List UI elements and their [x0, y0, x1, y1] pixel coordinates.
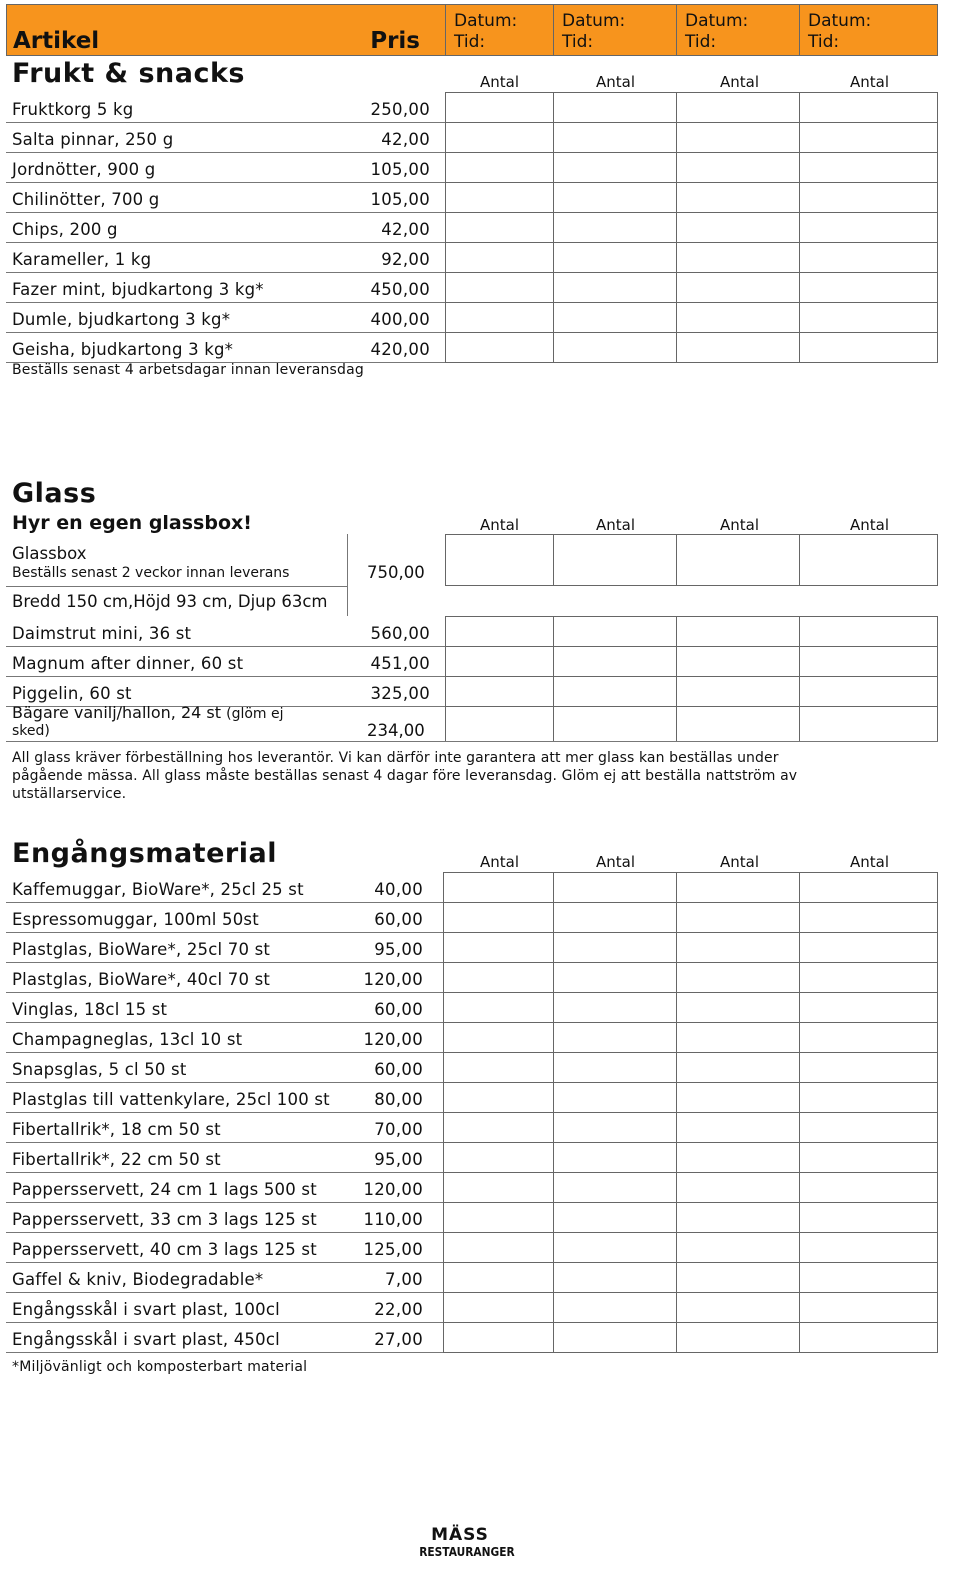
item-price: 40,00 — [374, 880, 423, 899]
qty-cell-4[interactable] — [799, 332, 938, 363]
glassbox-qty-cell-1[interactable] — [445, 534, 555, 586]
qty-cell-3[interactable] — [676, 1142, 801, 1173]
qty-cell-3[interactable] — [676, 1202, 801, 1233]
qty-cell-1[interactable] — [445, 122, 555, 153]
item-name: Magnum after dinner, 60 st — [12, 654, 244, 673]
qty-cell-4[interactable] — [799, 616, 938, 647]
frukt-item-row — [6, 182, 446, 212]
logo-line1: MÄSS — [431, 1525, 489, 1545]
qty-cell-1[interactable] — [445, 646, 555, 677]
item-price: 125,00 — [363, 1240, 423, 1259]
item-price: 250,00 — [370, 100, 430, 119]
item-name: Engångsskål i svart plast, 100cl — [12, 1300, 280, 1319]
qty-cell-2[interactable] — [553, 1082, 678, 1113]
qty-cell-3[interactable] — [676, 932, 801, 963]
qty-cell-4[interactable] — [799, 212, 938, 243]
qty-cell-2[interactable] — [553, 1022, 678, 1053]
datum-label: Datum: — [808, 11, 872, 31]
qty-cell-4[interactable] — [799, 92, 938, 123]
qty-cell-2[interactable] — [553, 1172, 678, 1203]
datum-label: Datum: — [562, 11, 626, 31]
item-price: 70,00 — [374, 1120, 423, 1139]
item-name: Salta pinnar, 250 g — [12, 130, 174, 149]
qty-cell-2[interactable] — [553, 1202, 678, 1233]
bagare-line2: sked) — [12, 723, 50, 739]
glassbox-qty-cell-4[interactable] — [799, 534, 938, 586]
item-name: Plastglas, BioWare*, 25cl 70 st — [12, 940, 271, 959]
item-price: 325,00 — [370, 684, 430, 703]
engang-item-row — [6, 1172, 443, 1202]
header-pris: Pris — [370, 28, 420, 54]
item-name: Pappersservett, 24 cm 1 lags 500 st — [12, 1180, 317, 1199]
qty-cell-3[interactable] — [676, 122, 801, 153]
engang-item-row — [6, 872, 443, 902]
qty-cell-1[interactable] — [443, 1022, 555, 1053]
qty-cell-2[interactable] — [553, 332, 678, 363]
antal-label: Antal — [480, 73, 520, 91]
qty-cell-1[interactable] — [445, 92, 555, 123]
qty-cell-4[interactable] — [799, 992, 938, 1023]
qty-cell-4[interactable] — [799, 1172, 938, 1203]
glass-item-row — [6, 646, 446, 676]
tid-label: Tid: — [808, 32, 840, 52]
qty-cell-1[interactable] — [445, 182, 555, 213]
item-name: Piggelin, 60 st — [12, 684, 132, 703]
qty-cell-2[interactable] — [553, 1292, 678, 1323]
item-price: 92,00 — [381, 250, 430, 269]
qty-cell-4[interactable] — [799, 272, 938, 303]
qty-cell-1[interactable] — [443, 1202, 555, 1233]
item-price: 95,00 — [374, 940, 423, 959]
qty-cell-3[interactable] — [676, 1232, 801, 1263]
item-name: Kaffemuggar, BioWare*, 25cl 25 st — [12, 880, 304, 899]
qty-cell-4[interactable] — [799, 872, 938, 903]
qty-cell-2[interactable] — [553, 302, 678, 333]
qty-cell-3[interactable] — [676, 1052, 801, 1083]
qty-cell-2[interactable] — [553, 1052, 678, 1083]
qty-cell-2[interactable] — [553, 676, 678, 707]
frukt-item-row — [6, 242, 446, 272]
item-price: 42,00 — [381, 130, 430, 149]
header-artikel: Artikel — [13, 28, 100, 54]
qty-cell-1[interactable] — [443, 1232, 555, 1263]
qty-cell-1[interactable] — [445, 676, 555, 707]
glass-info: All glass kräver förbeställning hos leverantör. Vi kan därför inte garantera att mer glass kan beställas under pågående mässa. All glass måste beställas senast 4 dagar före leveransdag. Glöm ej att beställa nattström av utställarservice. — [12, 750, 798, 802]
glass-item-row — [6, 676, 446, 706]
qty-cell-1[interactable] — [445, 616, 555, 647]
qty-cell-2[interactable] — [553, 1142, 678, 1173]
item-price: 560,00 — [370, 624, 430, 643]
item-price: 450,00 — [370, 280, 430, 299]
item-name: Chilinötter, 700 g — [12, 190, 160, 209]
item-price: 451,00 — [370, 654, 430, 673]
qty-cell-4[interactable] — [799, 122, 938, 153]
qty-cell-2[interactable] — [553, 122, 678, 153]
qty-cell-2[interactable] — [553, 182, 678, 213]
antal-label: Antal — [720, 73, 760, 91]
qty-cell-3[interactable] — [676, 1082, 801, 1113]
qty-cell-3[interactable] — [676, 1262, 801, 1293]
glassbox-qty-cell-2[interactable] — [553, 534, 678, 586]
qty-cell-1[interactable] — [445, 242, 555, 273]
engang-item-row — [6, 1232, 443, 1262]
qty-cell-4[interactable] — [799, 1202, 938, 1233]
glassbox-qty-cell-3[interactable] — [676, 534, 801, 586]
item-name: Snapsglas, 5 cl 50 st — [12, 1060, 187, 1079]
glass-subtitle: Hyr en egen glassbox! — [12, 512, 252, 534]
item-name: Karameller, 1 kg — [12, 250, 152, 269]
engang-item-row — [6, 932, 443, 962]
item-name: Plastglas till vattenkylare, 25cl 100 st — [12, 1090, 330, 1109]
mass-restauranger-logo — [412, 1525, 515, 1568]
qty-cell-2[interactable] — [553, 932, 678, 963]
antal-label: Antal — [850, 73, 890, 91]
qty-cell-1[interactable] — [443, 962, 555, 993]
engang-item-row — [6, 1202, 443, 1232]
item-name: Chips, 200 g — [12, 220, 118, 239]
frukt-item-row — [6, 302, 446, 332]
qty-cell-1[interactable] — [443, 872, 555, 903]
qty-cell-4[interactable] — [799, 1142, 938, 1173]
antal-label: Antal — [596, 853, 636, 871]
antal-label: Antal — [720, 516, 760, 534]
qty-cell-1[interactable] — [443, 1172, 555, 1203]
qty-cell-1[interactable] — [443, 1262, 555, 1293]
item-name: Engångsskål i svart plast, 450cl — [12, 1330, 280, 1349]
qty-cell-1[interactable] — [445, 152, 555, 183]
item-name: Fazer mint, bjudkartong 3 kg* — [12, 280, 264, 299]
qty-cell-3[interactable] — [676, 902, 801, 933]
qty-cell-1[interactable] — [443, 992, 555, 1023]
antal-label: Antal — [850, 853, 890, 871]
qty-cell-3[interactable] — [676, 272, 801, 303]
item-price: 120,00 — [363, 1030, 423, 1049]
section-title-frukt: Frukt & snacks — [12, 58, 246, 89]
qty-cell-4[interactable] — [799, 152, 938, 183]
item-price: 400,00 — [370, 310, 430, 329]
qty-cell-3[interactable] — [676, 212, 801, 243]
qty-cell-2[interactable] — [553, 902, 678, 933]
qty-cell-2[interactable] — [553, 616, 678, 647]
item-price: 42,00 — [381, 220, 430, 239]
item-name: Geisha, bjudkartong 3 kg* — [12, 340, 234, 359]
antal-label: Antal — [596, 516, 636, 534]
qty-cell-3[interactable] — [676, 92, 801, 123]
tid-label: Tid: — [454, 32, 486, 52]
qty-cell-3[interactable] — [676, 152, 801, 183]
frukt-item-row — [6, 212, 446, 242]
qty-cell-1[interactable] — [443, 932, 555, 963]
divider — [6, 1352, 443, 1353]
header-date-col-1 — [445, 4, 555, 56]
frukt-item-row — [6, 332, 446, 362]
divider — [6, 741, 938, 742]
item-name: Fruktkorg 5 kg — [12, 100, 134, 119]
antal-label: Antal — [596, 73, 636, 91]
engang-item-row — [6, 1052, 443, 1082]
qty-cell-3[interactable] — [676, 1022, 801, 1053]
engang-item-row — [6, 1082, 443, 1112]
qty-cell-1[interactable] — [443, 1142, 555, 1173]
datum-label: Datum: — [685, 11, 749, 31]
qty-cell-3[interactable] — [676, 1292, 801, 1323]
header-date-col-2 — [553, 4, 678, 56]
qty-cell-3[interactable] — [676, 962, 801, 993]
glassbox-name: Glassbox — [12, 544, 87, 563]
engang-item-row — [6, 1292, 443, 1322]
qty-cell-4[interactable] — [799, 932, 938, 963]
item-price: 60,00 — [374, 1000, 423, 1019]
qty-cell-2[interactable] — [553, 152, 678, 183]
qty-cell-2[interactable] — [553, 1262, 678, 1293]
qty-cell-1[interactable] — [443, 1292, 555, 1323]
frukt-item-row — [6, 152, 446, 182]
divider — [6, 586, 348, 587]
engang-item-row — [6, 1142, 443, 1172]
qty-cell-4[interactable] — [799, 1022, 938, 1053]
item-name: Plastglas, BioWare*, 40cl 70 st — [12, 970, 271, 989]
antal-label: Antal — [480, 853, 520, 871]
item-name: Espressomuggar, 100ml 50st — [12, 910, 259, 929]
item-price: 120,00 — [363, 1180, 423, 1199]
item-price: 27,00 — [374, 1330, 423, 1349]
item-price: 60,00 — [374, 910, 423, 929]
qty-cell-2[interactable] — [553, 1232, 678, 1263]
qty-cell-4[interactable] — [799, 1082, 938, 1113]
qty-cell-3[interactable] — [676, 302, 801, 333]
item-price: 7,00 — [385, 1270, 423, 1289]
engang-item-row — [6, 1112, 443, 1142]
glassbox-price: 750,00 — [367, 563, 425, 582]
qty-cell-1[interactable] — [445, 332, 555, 363]
engang-item-row — [6, 1322, 443, 1352]
item-name: Vinglas, 18cl 15 st — [12, 1000, 168, 1019]
item-price: 120,00 — [363, 970, 423, 989]
qty-cell-4[interactable] — [799, 182, 938, 213]
item-name: Daimstrut mini, 36 st — [12, 624, 192, 643]
frukt-note: Beställs senast 4 arbetsdagar innan leveransdag — [12, 362, 365, 378]
qty-cell-2[interactable] — [553, 92, 678, 123]
bagare-qty-cell-2[interactable] — [553, 706, 678, 742]
qty-cell-4[interactable] — [799, 1292, 938, 1323]
qty-cell-2[interactable] — [553, 962, 678, 993]
item-price: 80,00 — [374, 1090, 423, 1109]
item-price: 95,00 — [374, 1150, 423, 1169]
header-date-col-4 — [799, 4, 938, 56]
qty-cell-2[interactable] — [553, 212, 678, 243]
frukt-item-row — [6, 92, 446, 122]
item-price: 110,00 — [363, 1210, 423, 1229]
qty-cell-1[interactable] — [443, 1322, 555, 1353]
header-date-col-3 — [676, 4, 801, 56]
bagare-small: (glöm ej — [226, 706, 284, 722]
engang-item-row — [6, 1022, 443, 1052]
section-title-engang: Engångsmaterial — [12, 838, 277, 869]
frukt-item-row — [6, 272, 446, 302]
qty-cell-2[interactable] — [553, 992, 678, 1023]
datum-label: Datum: — [454, 11, 518, 31]
qty-cell-4[interactable] — [799, 962, 938, 993]
antal-label: Antal — [480, 516, 520, 534]
qty-cell-4[interactable] — [799, 302, 938, 333]
qty-cell-4[interactable] — [799, 1322, 938, 1353]
tid-label: Tid: — [685, 32, 717, 52]
qty-cell-3[interactable] — [676, 182, 801, 213]
engang-item-row — [6, 1262, 443, 1292]
qty-cell-4[interactable] — [799, 646, 938, 677]
item-name: Fibertallrik*, 22 cm 50 st — [12, 1150, 221, 1169]
qty-cell-4[interactable] — [799, 1262, 938, 1293]
glass-item-row — [6, 616, 446, 646]
qty-cell-1[interactable] — [443, 1082, 555, 1113]
qty-cell-1[interactable] — [445, 272, 555, 303]
qty-cell-3[interactable] — [676, 1172, 801, 1203]
qty-cell-1[interactable] — [443, 902, 555, 933]
item-price: 60,00 — [374, 1060, 423, 1079]
qty-cell-2[interactable] — [553, 646, 678, 677]
qty-cell-2[interactable] — [553, 1112, 678, 1143]
qty-cell-3[interactable] — [676, 872, 801, 903]
tid-label: Tid: — [562, 32, 594, 52]
qty-cell-3[interactable] — [676, 676, 801, 707]
qty-cell-2[interactable] — [553, 242, 678, 273]
qty-cell-2[interactable] — [553, 872, 678, 903]
qty-cell-3[interactable] — [676, 616, 801, 647]
item-price: 22,00 — [374, 1300, 423, 1319]
item-price: 105,00 — [370, 160, 430, 179]
engang-item-row — [6, 992, 443, 1022]
qty-cell-4[interactable] — [799, 242, 938, 273]
item-name: Jordnötter, 900 g — [12, 160, 156, 179]
bagare-qty-cell-4[interactable] — [799, 706, 938, 742]
qty-cell-1[interactable] — [443, 1112, 555, 1143]
antal-label: Antal — [720, 853, 760, 871]
glassbox-dims: Bredd 150 cm,Höjd 93 cm, Djup 63cm — [12, 592, 328, 611]
item-name: Dumle, bjudkartong 3 kg* — [12, 310, 231, 329]
engang-item-row — [6, 962, 443, 992]
bagare-price: 234,00 — [367, 721, 425, 740]
engang-note: *Miljövänligt och komposterbart material — [12, 1359, 308, 1375]
item-name: Pappersservett, 33 cm 3 lags 125 st — [12, 1210, 317, 1229]
qty-cell-1[interactable] — [443, 1052, 555, 1083]
item-price: 105,00 — [370, 190, 430, 209]
qty-cell-4[interactable] — [799, 676, 938, 707]
bagare-qty-cell-1[interactable] — [445, 706, 555, 742]
logo-line2: RESTAURANGER — [419, 1544, 515, 1559]
qty-cell-2[interactable] — [553, 272, 678, 303]
qty-cell-4[interactable] — [799, 902, 938, 933]
item-name: Champagneglas, 13cl 10 st — [12, 1030, 243, 1049]
frukt-item-row — [6, 122, 446, 152]
qty-cell-4[interactable] — [799, 1112, 938, 1143]
engang-item-row — [6, 902, 443, 932]
item-price: 420,00 — [370, 340, 430, 359]
bagare-name: Bägare vanilj/hallon, 24 st — [12, 703, 222, 722]
item-name: Gaffel & kniv, Biodegradable* — [12, 1270, 264, 1289]
qty-cell-3[interactable] — [676, 1322, 801, 1353]
qty-cell-3[interactable] — [676, 242, 801, 273]
header-artikel-cell — [6, 4, 447, 56]
qty-cell-3[interactable] — [676, 1112, 801, 1143]
section-title-glass: Glass — [12, 478, 97, 509]
qty-cell-3[interactable] — [676, 332, 801, 363]
qty-cell-1[interactable] — [445, 302, 555, 333]
divider — [347, 534, 348, 616]
item-name: Fibertallrik*, 18 cm 50 st — [12, 1120, 221, 1139]
glassbox-note: Beställs senast 2 veckor innan leverans — [12, 565, 290, 581]
qty-cell-2[interactable] — [553, 1322, 678, 1353]
qty-cell-1[interactable] — [445, 212, 555, 243]
qty-cell-3[interactable] — [676, 992, 801, 1023]
antal-label: Antal — [850, 516, 890, 534]
qty-cell-4[interactable] — [799, 1052, 938, 1083]
qty-cell-3[interactable] — [676, 646, 801, 677]
qty-cell-4[interactable] — [799, 1232, 938, 1263]
item-name: Pappersservett, 40 cm 3 lags 125 st — [12, 1240, 317, 1259]
bagare-qty-cell-3[interactable] — [676, 706, 801, 742]
